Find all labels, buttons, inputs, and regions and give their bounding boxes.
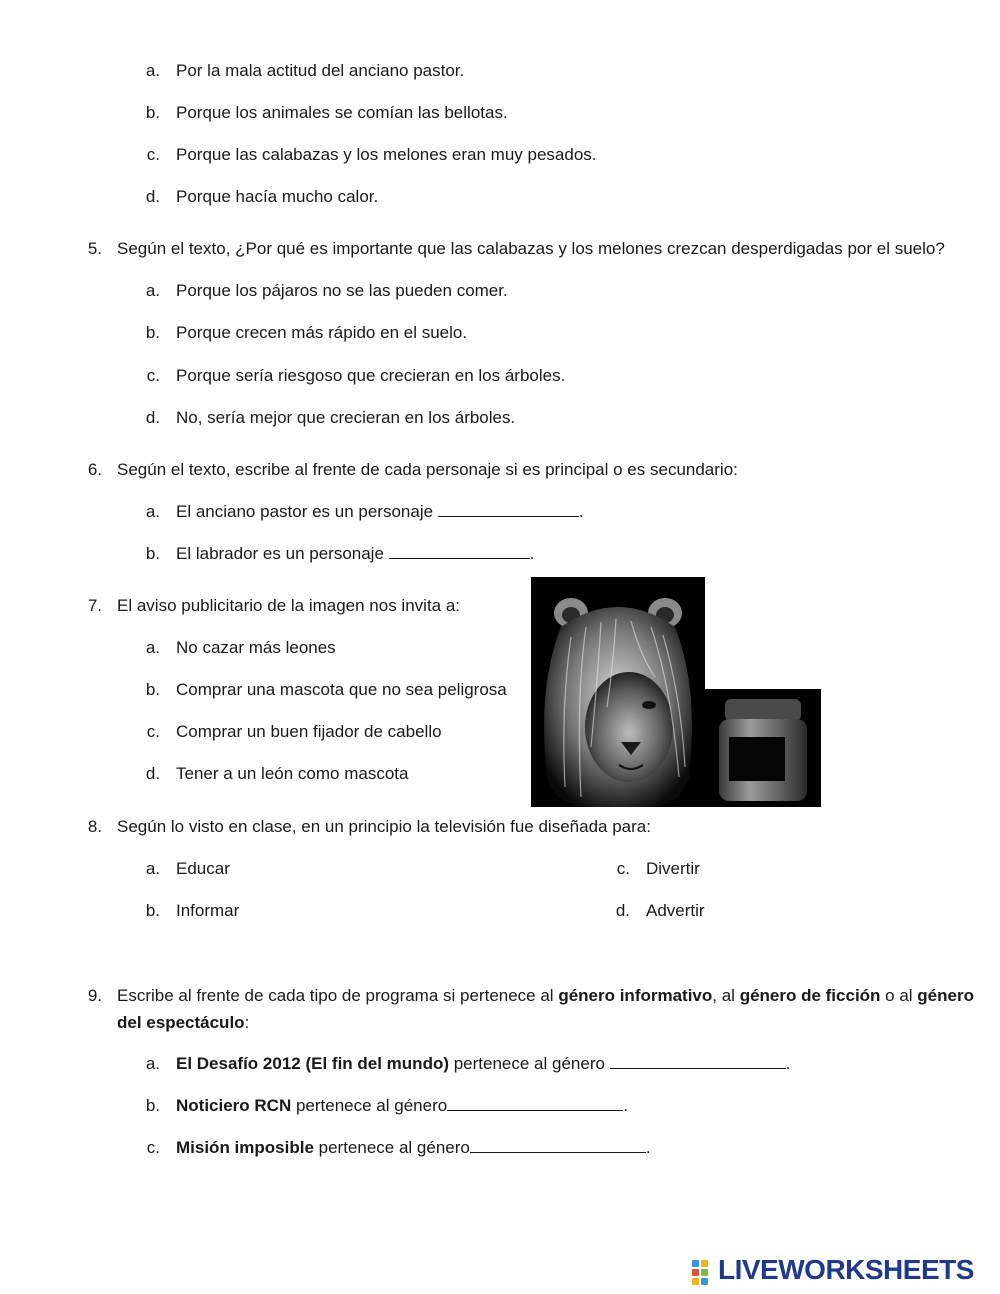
option-marker: b.	[145, 103, 160, 122]
option-marker: a.	[145, 859, 160, 878]
option-marker: a.	[145, 281, 160, 300]
option-marker: d.	[615, 901, 630, 920]
bold-term-genero: género	[917, 986, 974, 1005]
lion-illustration	[531, 577, 705, 807]
option-end: .	[623, 1096, 628, 1115]
option-text: No, sería mejor que crecieran en los árboles.	[176, 408, 516, 427]
option-text: El labrador es un personaje	[176, 544, 384, 563]
option-end: .	[785, 1054, 791, 1073]
option-marker: a.	[145, 502, 160, 521]
option-text: Por la mala actitud del anciano pastor.	[176, 61, 465, 80]
bold-term-espectaculo: del espectáculo	[117, 1013, 245, 1032]
option-text: El anciano pastor es un personaje	[176, 502, 434, 521]
option-marker: c.	[146, 722, 160, 741]
question-text: Según el texto, escribe al frente de cada personaje si es principal o es secundario:	[117, 460, 738, 479]
bold-term-ficcion: género de ficción	[739, 986, 881, 1005]
separator: , al	[712, 986, 740, 1005]
question-number: 5.	[87, 239, 102, 258]
program-name: Misión imposible	[176, 1138, 314, 1157]
logo-grid-icon	[692, 1258, 716, 1282]
option-text: Comprar una mascota que no sea peligrosa	[176, 680, 507, 699]
option-marker: d.	[145, 764, 160, 783]
program-name: Noticiero RCN	[176, 1096, 292, 1115]
option-text: Porque las calabazas y los melones eran muy pesados.	[176, 145, 597, 164]
option-marker: b.	[145, 323, 160, 342]
question-text: Según lo visto en clase, en un principio la televisión fue diseñada para:	[117, 817, 651, 836]
bold-term-informativo: género informativo	[558, 986, 713, 1005]
jar-illustration	[705, 689, 821, 807]
option-marker: a.	[145, 61, 160, 80]
separator: o al	[880, 986, 918, 1005]
option-text: pertenece al género	[291, 1096, 448, 1115]
option-marker: c.	[616, 859, 630, 878]
question-number: 8.	[87, 817, 102, 836]
option-marker: b.	[145, 544, 160, 563]
liveworksheets-logo[interactable]	[692, 1255, 974, 1285]
jar-ad-image	[705, 689, 821, 807]
question-number: 7.	[87, 596, 102, 615]
option-text: Porque los pájaros no se las pueden comer.	[176, 281, 508, 300]
question-number: 6.	[87, 460, 102, 479]
answer-blank[interactable]	[389, 544, 530, 559]
option-marker: d.	[145, 187, 160, 206]
question-number: 9.	[87, 986, 102, 1005]
program-name: El Desafío 2012 (El fin del mundo)	[176, 1054, 449, 1073]
option-end: .	[578, 502, 584, 521]
option-text: Comprar un buen fijador de cabello	[176, 722, 442, 741]
answer-blank[interactable]	[470, 1138, 646, 1153]
option-marker: b.	[145, 901, 160, 920]
answer-blank[interactable]	[610, 1054, 786, 1069]
colon: :	[244, 1013, 250, 1032]
question-text: Escribe al frente de cada tipo de programa si pertenece al	[117, 986, 559, 1005]
option-text: pertenece al género	[449, 1054, 610, 1073]
question-text: El aviso publicitario de la imagen nos invita a:	[117, 596, 461, 615]
answer-blank[interactable]	[438, 502, 579, 517]
question-text: Según el texto, ¿Por qué es importante que las calabazas y los melones crezcan desperdigadas por el suelo?	[117, 239, 945, 258]
option-marker: b.	[145, 1096, 160, 1115]
option-text: Tener a un león como mascota	[176, 764, 409, 783]
option-text: Porque crecen más rápido en el suelo.	[176, 323, 468, 342]
option-marker: a.	[145, 1054, 160, 1073]
option-end: .	[529, 544, 535, 563]
option-marker: d.	[145, 408, 160, 427]
option-text: Porque sería riesgoso que crecieran en los árboles.	[176, 366, 566, 385]
option-marker: a.	[145, 638, 160, 657]
option-text: Educar	[176, 859, 230, 878]
option-text: Porque hacía mucho calor.	[176, 187, 379, 206]
option-text: Advertir	[646, 901, 705, 920]
option-text: pertenece al género	[313, 1138, 470, 1157]
option-text: Porque los animales se comían las bellotas.	[176, 103, 508, 122]
option-marker: c.	[146, 1138, 160, 1157]
option-marker: b.	[145, 680, 160, 699]
option-end: .	[645, 1138, 651, 1157]
option-marker: c.	[146, 145, 160, 164]
logo-text: LIVEWORKSHEETS	[718, 1254, 974, 1285]
option-text: Informar	[176, 901, 240, 920]
option-text: No cazar más leones	[176, 638, 336, 657]
lion-ad-image	[531, 577, 705, 807]
option-marker: c.	[146, 366, 160, 385]
option-text: Divertir	[646, 859, 700, 878]
answer-blank[interactable]	[447, 1096, 623, 1111]
